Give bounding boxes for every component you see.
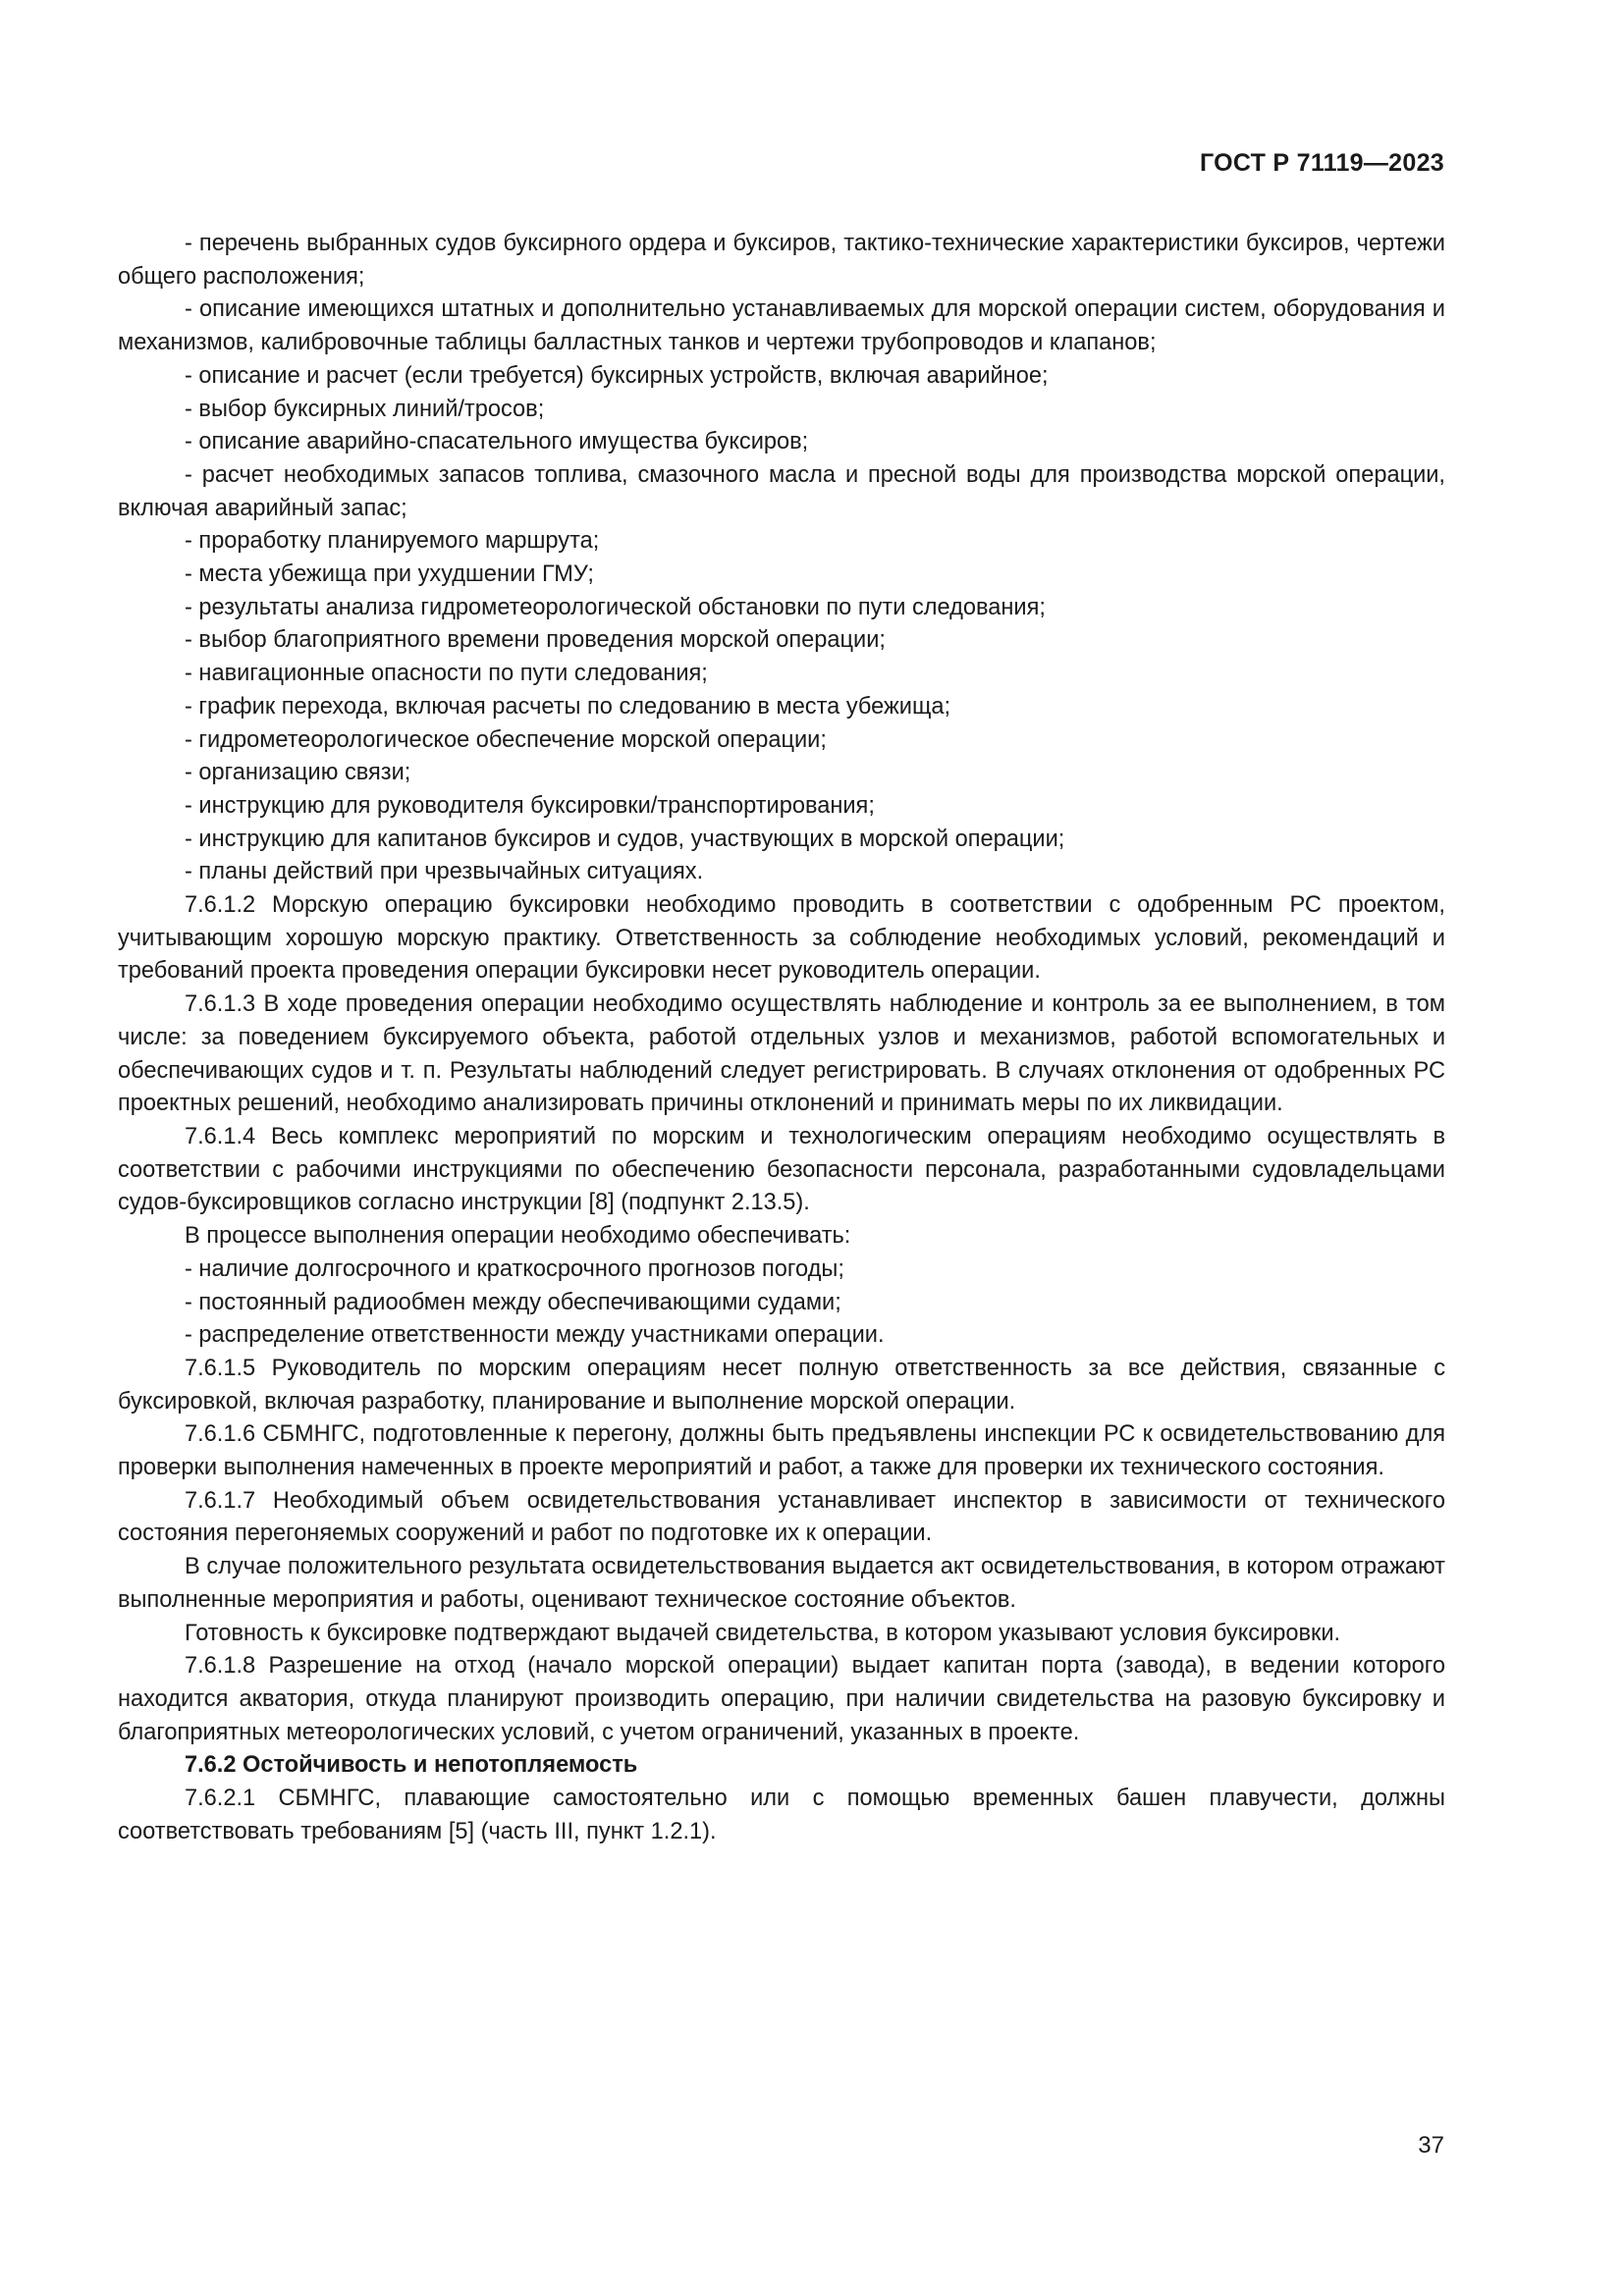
clause-paragraph: 7.6.2.1 СБМНГС, плавающие самостоятельно или с помощью временных башен плавучести, должны соответствовать требованиям [5] (часть III, пункт 1.2.1).: [118, 1786, 1445, 1844]
list-item: - организацию связи;: [185, 760, 411, 786]
clause-paragraph: 7.6.1.7 Необходимый объем освидетельствования устанавливает инспектор в зависимости от технического состояния перегоняемых сооружений и работ по подготовке их к операции.: [118, 1487, 1445, 1547]
list-item: - описание аварийно-спасательного имущества буксиров;: [185, 429, 809, 455]
list-item: - инструкцию для руководителя буксировки/транспортирования;: [185, 792, 875, 819]
clause-paragraph: 7.6.1.3 В ходе проведения операции необходимо осуществлять наблюдение и контроль за ее выполнением, в том числе: за поведением буксируемого объекта, работой отдельных узлов и механизмов, работой вспомогательных и обеспечивающих судов и т. п. Результаты наблюдений следует регистрировать. В случаях отклонения от одобренных РС проектных решений, необходимо анализировать причины отклонений и принимать меры по их ликвидации.: [118, 991, 1445, 1117]
body-paragraph: Готовность к буксировке подтверждают выдачей свидетельства, в котором указывают условия буксировки.: [185, 1620, 1341, 1646]
list-item: - распределение ответственности между участниками операции.: [185, 1322, 885, 1349]
clause-paragraph: 7.6.1.5 Руководитель по морским операциям несет полную ответственность за все действия, связанные с буксировкой, включая разработку, планирование и выполнение морской операции.: [118, 1355, 1445, 1415]
list-item: - результаты анализа гидрометеорологической обстановки по пути следования;: [185, 594, 1046, 620]
list-item: - описание и расчет (если требуется) буксирных устройств, включая аварийное;: [185, 362, 1049, 389]
page-number: 37: [1418, 2132, 1444, 2159]
list-item: - расчет необходимых запасов топлива, смазочного масла и пресной воды для производства морской операции, включая аварийный запас;: [118, 461, 1445, 521]
list-item: - проработку планируемого маршрута;: [185, 528, 600, 555]
list-item: - навигационные опасности по пути следования;: [185, 661, 708, 687]
section-heading: 7.6.2 Остойчивость и непотопляемость: [185, 1752, 638, 1779]
clause-paragraph: 7.6.1.6 СБМНГС, подготовленные к перегону, должны быть предъявлены инспекции РС к освидетельствованию для проверки выполнения намеченных в проекте мероприятий и работ, а также для проверки их технического состояния.: [118, 1421, 1445, 1481]
clause-paragraph: 7.6.1.4 Весь комплекс мероприятий по морским и технологическим операциям необходимо осуществлять в соответствии с рабочими инструкциями по обеспечению безопасности персонала, разработанными судовладельцами судов-буксировщиков согласно инструкции [8] (подпункт 2.13.5).: [118, 1123, 1445, 1216]
list-item: - перечень выбранных судов буксирного ордера и буксиров, тактико-технические характеристики буксиров, чертежи общего расположения;: [118, 231, 1445, 290]
list-item: - наличие долгосрочного и краткосрочного прогнозов погоды;: [185, 1255, 844, 1282]
list-item: - описание имеющихся штатных и дополнительно устанавливаемых для морской операции систем, оборудования и механизмов, калибровочные таблицы балластных танков и чертежи трубопроводов и клапанов;: [118, 296, 1445, 356]
list-item: - инструкцию для капитанов буксиров и судов, участвующих в морской операции;: [185, 826, 1065, 852]
document-body: [118, 228, 1445, 1848]
list-item: - постоянный радиообмен между обеспечивающими судами;: [185, 1289, 841, 1315]
list-item: - гидрометеорологическое обеспечение морской операции;: [185, 726, 827, 753]
list-item: - выбор буксирных линий/тросов;: [185, 396, 545, 422]
list-item: - график перехода, включая расчеты по следованию в места убежища;: [185, 693, 951, 720]
list-item: - планы действий при чрезвычайных ситуациях.: [185, 859, 704, 885]
list-item: - выбор благоприятного времени проведения морской операции;: [185, 627, 886, 654]
document-header: ГОСТ Р 71119—2023: [1199, 149, 1444, 177]
body-paragraph: В случае положительного результата освидетельствования выдается акт освидетельствования, в котором отражают выполненные мероприятия и работы, оценивают техническое состояние объектов.: [118, 1554, 1445, 1613]
clause-paragraph: 7.6.1.8 Разрешение на отход (начало морской операции) выдает капитан порта (завода), в ведении которого находится акватория, откуда планируют производить операцию, при наличии свидетельства на разовую буксировку и благоприятных метеорологических условий, с учетом ограничений, указанных в проекте.: [118, 1653, 1445, 1745]
body-paragraph: В процессе выполнения операции необходимо обеспечивать:: [185, 1223, 851, 1250]
clause-paragraph: 7.6.1.2 Морскую операцию буксировки необходимо проводить в соответствии с одобренным РС проектом, учитывающим хорошую морскую практику. Ответственность за соблюдение необходимых условий, рекомендаций и требований проекта проведения операции буксировки несет руководитель операции.: [118, 892, 1445, 985]
list-item: - места убежища при ухудшении ГМУ;: [185, 561, 594, 588]
